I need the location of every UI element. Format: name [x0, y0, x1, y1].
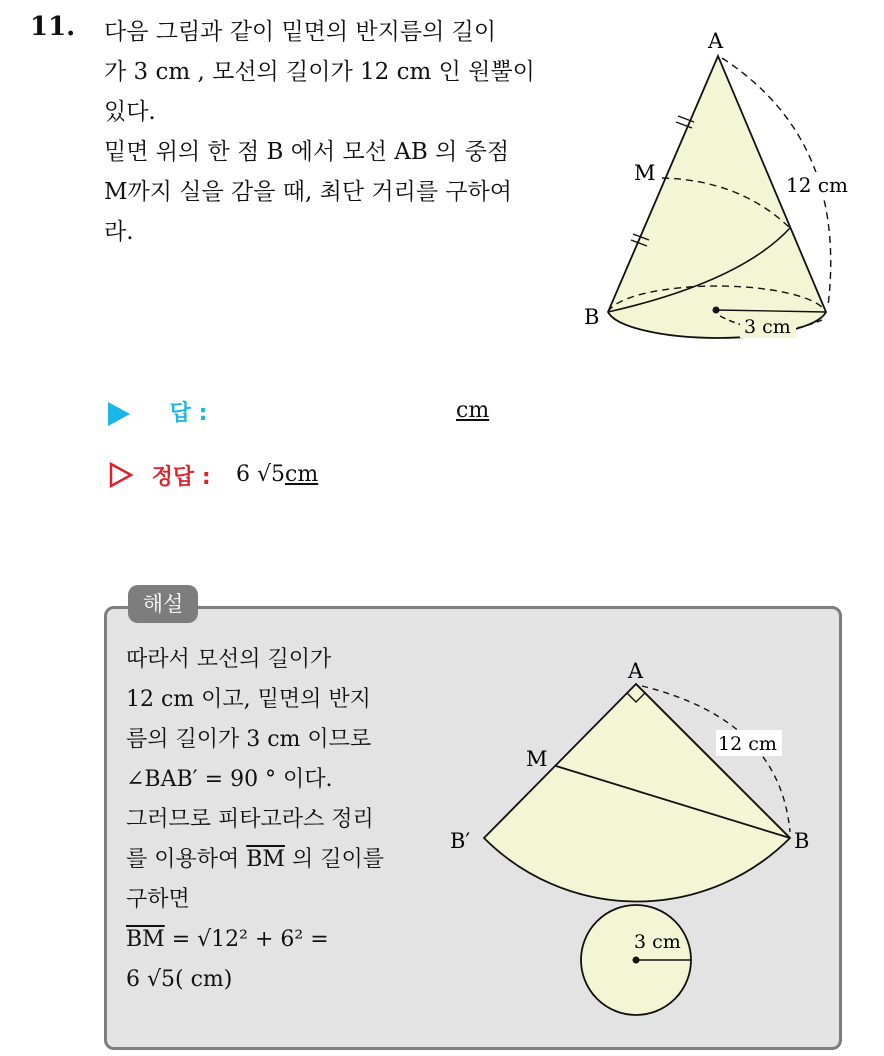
solution-line: 그러므로 피타고라스 정리 — [126, 807, 374, 832]
label-slant: 12 cm — [718, 733, 777, 755]
net-figure — [440, 650, 830, 1020]
solution-result: 6 √5( cm) — [126, 967, 233, 992]
answer-label: 답 : — [169, 401, 208, 426]
sqrt-expression: √12² + 6² — [197, 927, 304, 952]
segment-bm: $\overline{BM}$ — [126, 927, 165, 952]
question-line: 밑면 위의 한 점 B 에서 모선 AB 의 중점 — [104, 139, 510, 165]
question-text — [104, 12, 564, 252]
play-icon — [108, 402, 130, 426]
correct-value — [236, 462, 318, 487]
question-line: 있다. — [104, 99, 156, 125]
solution-line: 를 이용하여 $\overline{BM}$ 의 길이를 — [126, 847, 384, 872]
solution-text — [126, 640, 422, 1000]
correct-sqrt: √5 — [257, 462, 286, 487]
label-a: A — [628, 659, 644, 683]
answer-row — [108, 396, 207, 427]
cone-figure — [570, 20, 870, 365]
label-radius: 3 cm — [744, 316, 791, 338]
correct-answer-row — [108, 460, 211, 494]
base-center-dot — [633, 957, 640, 964]
question-line: 가 3 cm , 모선의 길이가 12 cm 인 원뿔이 — [104, 59, 535, 85]
solution-line: 름의 길이가 3 cm 이므로 — [126, 727, 372, 752]
question-line: 다음 그림과 같이 밑면의 반지름의 길이 — [104, 19, 497, 45]
solution-tag: 해설 — [128, 585, 198, 623]
correct-unit: cm — [285, 462, 319, 487]
correct-number: 6 — [236, 462, 250, 487]
label-radius: 3 cm — [634, 931, 681, 953]
solution-line: 따라서 모선의 길이가 — [126, 647, 332, 672]
center-dot — [713, 307, 720, 314]
label-b: B — [584, 305, 600, 329]
answer-unit[interactable]: cm — [456, 398, 490, 423]
outline-play-icon — [108, 462, 134, 494]
label-b-prime: B′ — [450, 829, 471, 853]
question-number: 11. — [30, 12, 76, 42]
question-line: 라. — [104, 219, 134, 245]
solution-line: 12 cm 이고, 밑면의 반지 — [126, 687, 371, 712]
solution-line: ∠BAB′ = 90 ° 이다. — [126, 767, 333, 792]
solution-equation: $\overline{BM} = √12^2 + 6^2$ = — [126, 927, 329, 952]
label-m: M — [634, 161, 656, 185]
label-m: M — [526, 747, 548, 771]
question-line: M까지 실을 감을 때, 최단 거리를 구하여 — [104, 179, 512, 205]
label-a: A — [708, 29, 724, 53]
correct-label: 정답 : — [151, 465, 211, 490]
segment-bm: $\overline{BM}$ — [246, 847, 285, 872]
label-b: B — [794, 829, 810, 853]
label-slant: 12 cm — [786, 173, 848, 197]
solution-line: 구하면 — [126, 887, 190, 912]
